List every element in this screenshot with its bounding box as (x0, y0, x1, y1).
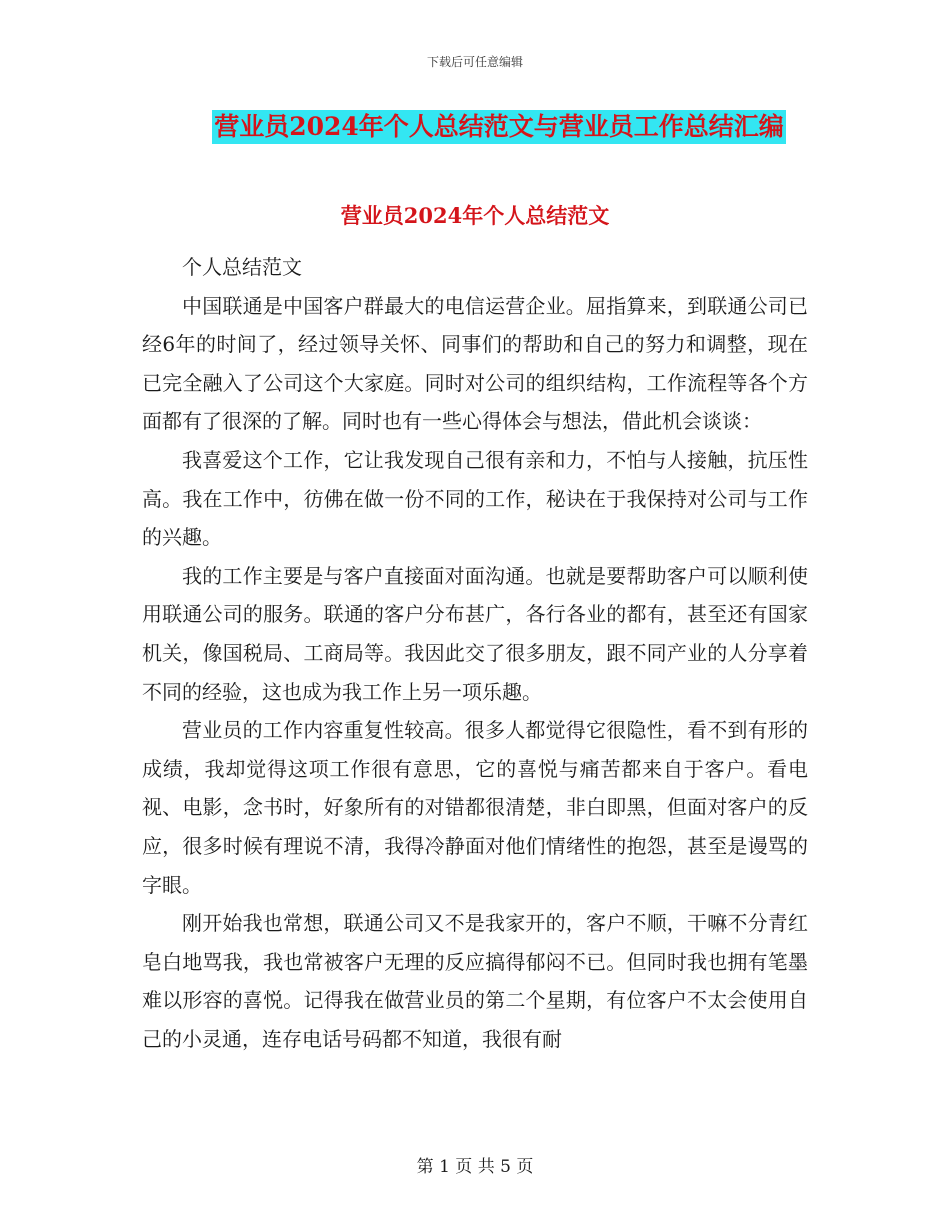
page-header-note: 下载后可任意编辑 (426, 55, 523, 69)
paragraph: 我喜爱这个工作，它让我发现自己很有亲和力，不怕与人接触，抗压性高。我在工作中，彷佛在做一份不同的工作，秘诀在于我保持对公司与工作的兴趣。 (142, 447, 808, 550)
paragraph: 刚开始我也常想，联通公司又不是我家开的，客户不顺，干嘛不分青红皂白地骂我，我也常被客户无理的反应搞得郁闷不已。但同时我也拥有笔墨难以形容的喜悦。记得我在做营业员的第二个星期，有位客户不太会使用自己的小灵通，连存电话号码都不知道，我很有耐 (142, 911, 808, 1051)
document-body (142, 220, 808, 1058)
paragraph: 营业员的工作内容重复性较高。很多人都觉得它很隐性，看不到有形的成绩，我却觉得这项工作很有意思，它的喜悦与痛苦都来自于客户。看电视、电影，念书时，好象所有的对错都很清楚，非白即黑，但面对客户的反应，很多时候有理说不清，我得冷静面对他们情绪性的抱怨，甚至是谩骂的字眼。 (142, 718, 808, 897)
document-title-container (0, 110, 950, 144)
section-title: 营业员2024年个人总结范文 (340, 203, 610, 228)
paragraph: 中国联通是中国客户群最大的电信运营企业。屈指算来，到联通公司已经6年的时间了，经过领导关怀、同事们的帮助和自己的努力和调整，现在已完全融入了公司这个大家庭。同时对公司的组织结构，工作流程等各个方面都有了很深的了解。同时也有一些心得体会与想法，借此机会谈谈： (142, 293, 808, 434)
paragraph: 我的工作主要是与客户直接面对面沟通。也就是要帮助客户可以顺利使用联通公司的服务。联通的客户分布甚广，各行各业的都有，甚至还有国家机关，像国税局、工商局等。我因此交了很多朋友，跟不同产业的人分享着不同的经验，这也成为我工作上另一项乐趣。 (142, 563, 808, 704)
document-title: 营业员2024年个人总结范文与营业员工作总结汇编 (212, 110, 786, 144)
page-number-footer: 第 1 页 共 5 页 (416, 1157, 534, 1177)
paragraph-subtitle: 个人总结范文 (182, 255, 302, 279)
